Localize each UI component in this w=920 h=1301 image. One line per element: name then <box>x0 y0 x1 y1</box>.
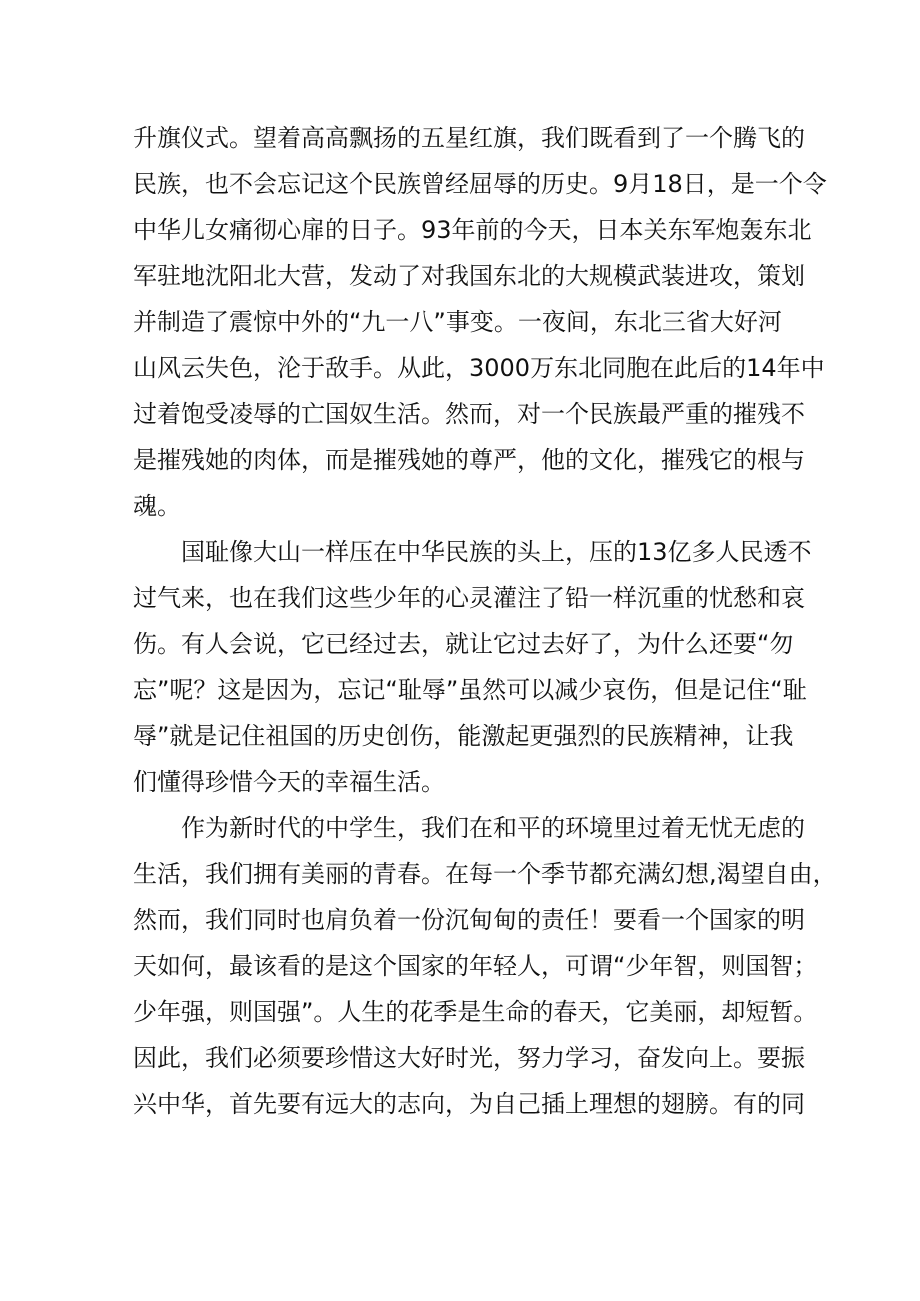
text-line: 升旗仪式。望着高高飘扬的五星红旗，我们既看到了一个腾飞的 <box>133 124 805 152</box>
text-line: 少年强，则国强”。人生的花季是生命的春天，它美丽，却短暂。 <box>133 998 818 1026</box>
paragraph-2 <box>133 529 812 805</box>
text-line: 国耻像大山一样压在中华民族的头上，压的13亿多人民透不 <box>133 538 812 566</box>
paragraph-1 <box>133 115 827 529</box>
paragraph-3 <box>133 805 837 1127</box>
text-line: 作为新时代的中学生，我们在和平的环境里过着无忧无虑的 <box>133 814 805 842</box>
text-line: 山风云失色，沦于敌手。从此，3000万东北同胞在此后的14年中 <box>133 354 825 382</box>
text-line: 是摧残她的肉体，而是摧残她的尊严，他的文化，摧残它的根与 <box>133 446 805 474</box>
text-line: 伤。有人会说，它已经过去，就让它过去好了，为什么还要“勿 <box>133 630 794 658</box>
text-line: 中华儿女痛彻心扉的日子。93年前的今天，日本关东军炮轰东北 <box>133 216 812 244</box>
text-line: 兴中华，首先要有远大的志向，为自己插上理想的翅膀。有的同 <box>133 1090 805 1118</box>
text-line: 因此，我们必须要珍惜这大好时光，努力学习，奋发向上。要振 <box>133 1044 805 1072</box>
text-line: 魂。 <box>133 492 181 520</box>
document-body <box>133 115 837 1127</box>
text-line: 民族，也不会忘记这个民族曾经屈辱的历史。9月18日，是一个令 <box>133 170 827 198</box>
text-line: 天如何，最该看的是这个国家的年轻人，可谓“少年智，则国智； <box>133 952 818 980</box>
text-line: 过气来，也在我们这些少年的心灵灌注了铅一样沉重的忧愁和哀 <box>133 584 805 612</box>
text-line: 忘”呢？这是因为，忘记“耻辱”虽然可以减少哀伤，但是记住“耻 <box>133 676 807 704</box>
text-line: 们懂得珍惜今天的幸福生活。 <box>133 768 445 796</box>
text-line: 过着饱受凌辱的亡国奴生活。然而，对一个民族最严重的摧残不 <box>133 400 805 428</box>
text-line: 生活，我们拥有美丽的青春。在每一个季节都充满幻想,渴望自由， <box>133 860 837 888</box>
text-line: 然而，我们同时也肩负着一份沉甸甸的责任！要看一个国家的明 <box>133 906 805 934</box>
text-line: 并制造了震惊中外的“九一八”事变。一夜间，东北三省大好河 <box>133 308 782 336</box>
text-line: 军驻地沈阳北大营，发动了对我国东北的大规模武装进攻，策划 <box>133 262 805 290</box>
text-line: 辱”就是记住祖国的历史创伤，能激起更强烈的民族精神，让我 <box>133 722 794 750</box>
